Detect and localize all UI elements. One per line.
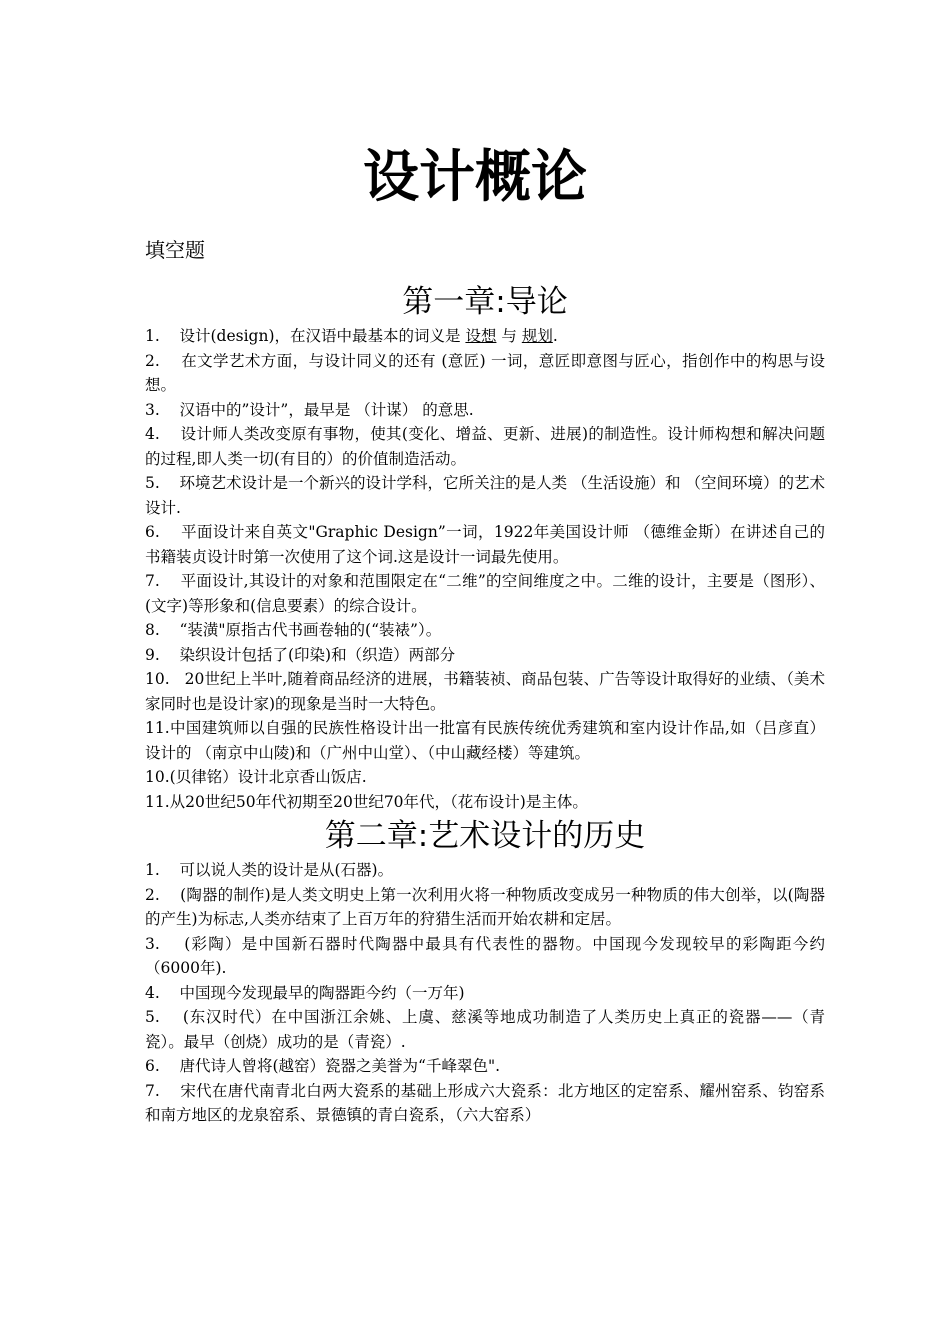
list-item: 4. 中国现今发现最早的陶器距今约（一万年)	[145, 983, 465, 1002]
list-item: 10. 20世纪上半叶,随着商品经济的进展，书籍装祯、商品包装、广告等设计取得好的业绩、（美术家同时也是设计家)的现象是当时一大特色。	[145, 670, 825, 713]
list-item: 9. 染织设计包括了(印染)和（织造）两部分	[145, 645, 456, 664]
list-item: 7. 平面设计,其设计的对象和范围限定在“二维”的空间维度之中。二维的设计，主要是（图形）、(文字)等形象和(信息要素）的综合设计。	[145, 572, 825, 615]
document-title: 设计概论	[363, 145, 587, 210]
list-item: 7. 宋代在唐代南青北白两大瓷系的基础上形成六大瓷系：北方地区的定窑系、耀州窑系、钧窑系和南方地区的龙泉窑系、景德镇的青白瓷系，（六大窑系）	[145, 1081, 825, 1124]
list-item: 6. 唐代诗人曾将(越窑）瓷器之美誉为“千峰翠色".	[145, 1057, 501, 1075]
chapter-title: 第一章:导论	[402, 284, 568, 320]
list-item: 11.中国建筑师以自强的民族性格设计出一批富有民族传统优秀建筑和室内设计作品,如（吕彦直）设计的 （南京中山陵)和（广州中山堂）、（中山藏经楼）等建筑。	[145, 719, 825, 762]
list-item: 3. 汉语中的”设计”，最早是 （计谋） 的意思.	[145, 400, 474, 419]
list-item: 3. (彩陶）是中国新石器时代陶器中最具有代表性的器物。中国现今发现较早的彩陶距今约（6000年).	[145, 934, 825, 977]
document-body	[145, 280, 825, 1128]
list-item: 5. (东汉时代）在中国浙江余姚、上虞、慈溪等地成功制造了人类历史上真正的瓷器——（青瓷）。最早（创烧）成功的是（青瓷）.	[145, 1008, 825, 1051]
item-text: 与	[496, 327, 522, 345]
item-text: 1. 设计(design)，在汉语中最基本的词义是	[145, 327, 466, 345]
list-item: 5. 环境艺术设计是一个新兴的设计学科，它所关注的是人类 （生活设施）和 （空间环境）的艺术设计.	[145, 474, 825, 517]
list-item	[145, 324, 825, 349]
list-item: 2. (陶器的制作)是人类文明史上第一次利用火将一种物质改变成另一种物质的伟大创举，以(陶器的产生)为标志,人类亦结束了上百万年的狩猎生活而开始农耕和定居。	[145, 885, 825, 928]
list-item: 6. 平面设计来自英文"Graphic Design”一词，1922年美国设计师 （德维金斯）在讲述自己的书籍装贞设计时第一次使用了这个词.这是设计一词最先使用。	[145, 523, 825, 566]
section-label: 填空题	[145, 238, 205, 262]
item-text: .	[552, 327, 558, 345]
underlined-answer: 规划	[521, 327, 553, 345]
list-item: 10.(贝律铭）设计北京香山饭店.	[145, 768, 367, 786]
chapter-title: 第二章:艺术设计的历史	[324, 818, 646, 854]
list-item: 11.从20世纪50年代初期至20世纪70年代，（花布设计)是主体。	[145, 792, 588, 811]
list-item: 8. “装潢"原指古代书画卷轴的(“装裱”）。	[145, 621, 442, 639]
list-item: 4. 设计师人类改变原有事物，使其(变化、增益、更新、进展)的制造性。设计师构想和解决问题的过程,即人类一切(有目的）的价值制造活动。	[145, 425, 825, 468]
chapter-1-items	[145, 324, 825, 814]
underlined-answer: 设想	[465, 327, 497, 345]
list-item: 1. 可以说人类的设计是从(石器)。	[145, 861, 394, 879]
chapter-2-items	[145, 858, 825, 1128]
list-item: 2. 在文学艺术方面，与设计同义的还有 (意匠) 一词，意匠即意图与匠心，指创作中的构思与设想。	[145, 351, 825, 394]
